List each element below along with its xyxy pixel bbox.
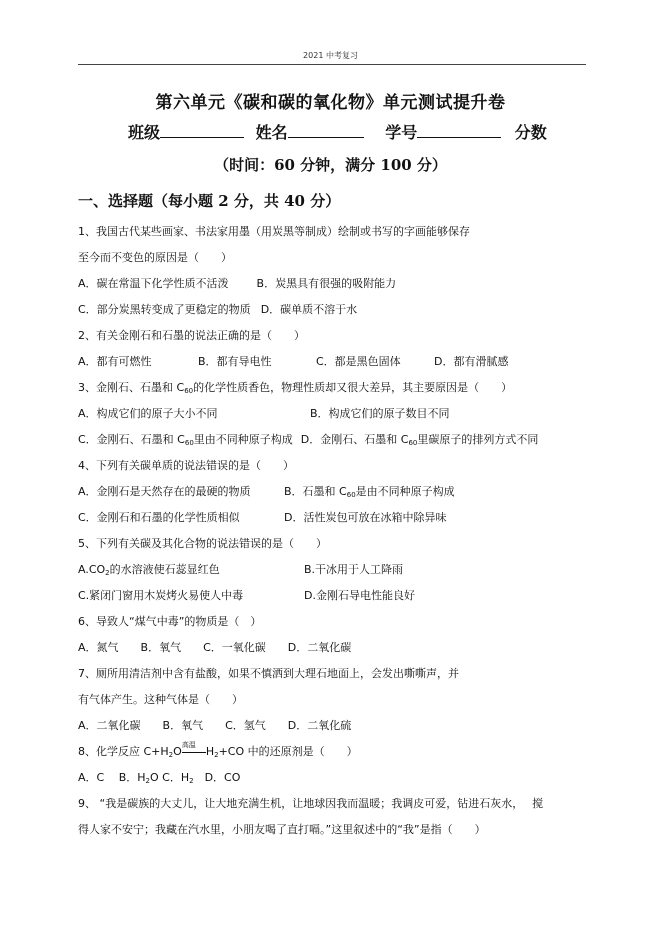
q1-option-b: B．炭黑具有很强的吸附能力 bbox=[256, 277, 397, 290]
q5-option-a-subscript: 2 bbox=[105, 569, 110, 577]
q3-options-row1 bbox=[78, 405, 450, 421]
q5-options-row1 bbox=[78, 561, 403, 577]
q4-options-row1 bbox=[78, 483, 455, 499]
q8-stem bbox=[78, 743, 358, 759]
q3-option-b: B．构成它们的原子数目不同 bbox=[310, 407, 450, 420]
q8-options bbox=[78, 769, 240, 785]
q5-option-b: B.干冰用于人工降雨 bbox=[304, 563, 404, 576]
q2-option-b: B．都有导电性 bbox=[198, 355, 272, 368]
student-info-row bbox=[128, 120, 548, 143]
q8-stem-text-c: H bbox=[205, 745, 215, 758]
page-header: 2021 中考复习 bbox=[303, 51, 358, 60]
q5-stem: 5、下列有关碳及其化合物的说法错误的是（ ） bbox=[78, 537, 327, 550]
q1-stem-line2: 至今而不变色的原因是（ ） bbox=[78, 251, 232, 264]
q8-options-subscript-1: 2 bbox=[145, 777, 150, 785]
q4-options-row2 bbox=[78, 509, 446, 525]
q4-option-b bbox=[284, 485, 455, 498]
q2-options bbox=[78, 353, 508, 369]
q5-option-a bbox=[78, 561, 304, 577]
q8-stem-text-d: +CO 中的还原剂是（ ） bbox=[218, 745, 358, 758]
q1-options-row1 bbox=[78, 275, 396, 291]
q1-stem-line1: 1、我国古代某些画家、书法家用墨（用炭黑等制成）绘制或书写的字画能够保存 bbox=[78, 225, 470, 238]
student-id-label: 学号 bbox=[385, 123, 418, 142]
q3-options-row2 bbox=[78, 431, 538, 447]
class-label: 班级 bbox=[128, 123, 161, 142]
q3-option-d-subscript: 60 bbox=[408, 439, 418, 447]
q3-stem-text-a: 3、金刚石、石墨和 C bbox=[78, 381, 185, 394]
q3-stem bbox=[78, 379, 512, 395]
score-label: 分数 bbox=[514, 123, 547, 142]
q5-option-a-text-a: A.CO bbox=[78, 563, 106, 576]
page-title: 第六单元《碳和碳的氧化物》单元测试提升卷 bbox=[155, 93, 506, 113]
q2-option-d: D．都有滑腻感 bbox=[434, 355, 509, 368]
q1-option-a: A．碳在常温下化学性质不活泼 bbox=[78, 277, 229, 290]
q4-option-b-text-b: 是由不同种原子构成 bbox=[355, 485, 455, 498]
q5-option-c: C.紧闭门窗用木炭烤火易使人中毒 bbox=[78, 589, 244, 602]
q3-option-d-text-b: 里碳原子的排列方式不同 bbox=[417, 433, 539, 446]
q1-option-c: C．部分炭黑转变成了更稳定的物质 bbox=[78, 303, 251, 316]
q8-condition-label: 高温 bbox=[181, 741, 196, 749]
q5-option-a-text-b: 的水溶液使石蕊显红色 bbox=[109, 563, 220, 576]
q8-reaction-condition bbox=[181, 741, 206, 757]
section-title: 一、选择题（每小题 2 分，共 40 分） bbox=[78, 192, 341, 210]
q5-options-row2 bbox=[78, 587, 415, 603]
q8-stem-text-b: O bbox=[173, 745, 182, 758]
q8-stem-text-a: 8、化学反应 C+H bbox=[78, 745, 169, 758]
q4-option-b-text-a: B．石墨和 C bbox=[284, 485, 347, 498]
q3-stem-text-b: 的化学性质香色，物理性质却又很大差异，其主要原因是（ ） bbox=[193, 381, 513, 394]
time-note: （时间：60 分钟，满分 100 分） bbox=[214, 156, 447, 174]
q8-options-text-b: O C．H bbox=[150, 771, 190, 784]
q3-option-d-text-a: D．金刚石、石墨和 C bbox=[300, 433, 409, 446]
q2-stem: 2、有关金刚石和石墨的说法正确的是（ ） bbox=[78, 329, 305, 342]
q2-option-a: A．都有可燃性 bbox=[78, 355, 152, 368]
q9-stem-line2: 得人家不安宁；我藏在汽水里，小朋友喝了直打嗝。”这里叙述中的“我”是指（ ） bbox=[78, 823, 486, 836]
class-blank[interactable] bbox=[160, 123, 244, 138]
q1-option-d: D．碳单质不溶于水 bbox=[260, 303, 358, 316]
q7-stem-line2: 有气体产生。这种气体是（ ） bbox=[78, 693, 243, 706]
q7-options: A．二氧化碳 B．氧气 C．氢气 D．二氧化硫 bbox=[78, 719, 352, 732]
name-blank[interactable] bbox=[288, 123, 364, 138]
q4-option-a: A．金刚石是天然存在的最硬的物质 bbox=[78, 485, 251, 498]
header-divider bbox=[78, 64, 586, 65]
q3-option-c-subscript: 60 bbox=[184, 439, 194, 447]
q7-stem-line1: 7、厕所用清洁剂中含有盐酸，如果不慎洒到大理石地面上，会发出嘶嘶声，并 bbox=[78, 667, 459, 680]
q3-option-c-text-b: 里由不同种原子构成 bbox=[193, 433, 293, 446]
q5-option-d: D.金刚石导电性能良好 bbox=[304, 589, 415, 602]
q3-option-c bbox=[78, 433, 293, 446]
q3-option-c-text-a: C．金刚石、石墨和 C bbox=[78, 433, 185, 446]
q8-subscript-2: 2 bbox=[214, 751, 219, 759]
q3-option-a: A．构成它们的原子大小不同 bbox=[78, 407, 218, 420]
q6-options: A．氮气 B．氧气 C．一氧化碳 D．二氧化碳 bbox=[78, 641, 352, 654]
q3-stem-subscript: 60 bbox=[184, 387, 194, 395]
q4-option-b-subscript: 60 bbox=[346, 491, 356, 499]
q1-options-row2 bbox=[78, 301, 357, 317]
q9-stem-line1: 9、 “我是碳族的大丈儿，让大地充满生机，让地球因我而温暖；我调皮可爱，钻进石灰水， 搅 bbox=[78, 797, 544, 810]
q8-options-text-c: D．CO bbox=[193, 771, 241, 784]
q4-option-c: C．金刚石和石墨的化学性质相似 bbox=[78, 511, 240, 524]
name-label: 姓名 bbox=[255, 123, 288, 142]
q8-subscript-1: 2 bbox=[168, 751, 174, 759]
q4-option-d: D．活性炭包可放在冰箱中除异味 bbox=[284, 511, 447, 524]
q8-options-text-a: A．C B．H bbox=[78, 771, 146, 784]
q6-stem: 6、导致人“煤气中毒”的物质是（ ） bbox=[78, 615, 262, 628]
q8-options-subscript-2: 2 bbox=[189, 777, 194, 785]
student-id-blank[interactable] bbox=[417, 123, 501, 138]
q3-option-d bbox=[301, 433, 539, 446]
q4-stem: 4、下列有关碳单质的说法错误的是（ ） bbox=[78, 459, 294, 472]
q2-option-c: C．都是黑色固体 bbox=[316, 355, 401, 368]
